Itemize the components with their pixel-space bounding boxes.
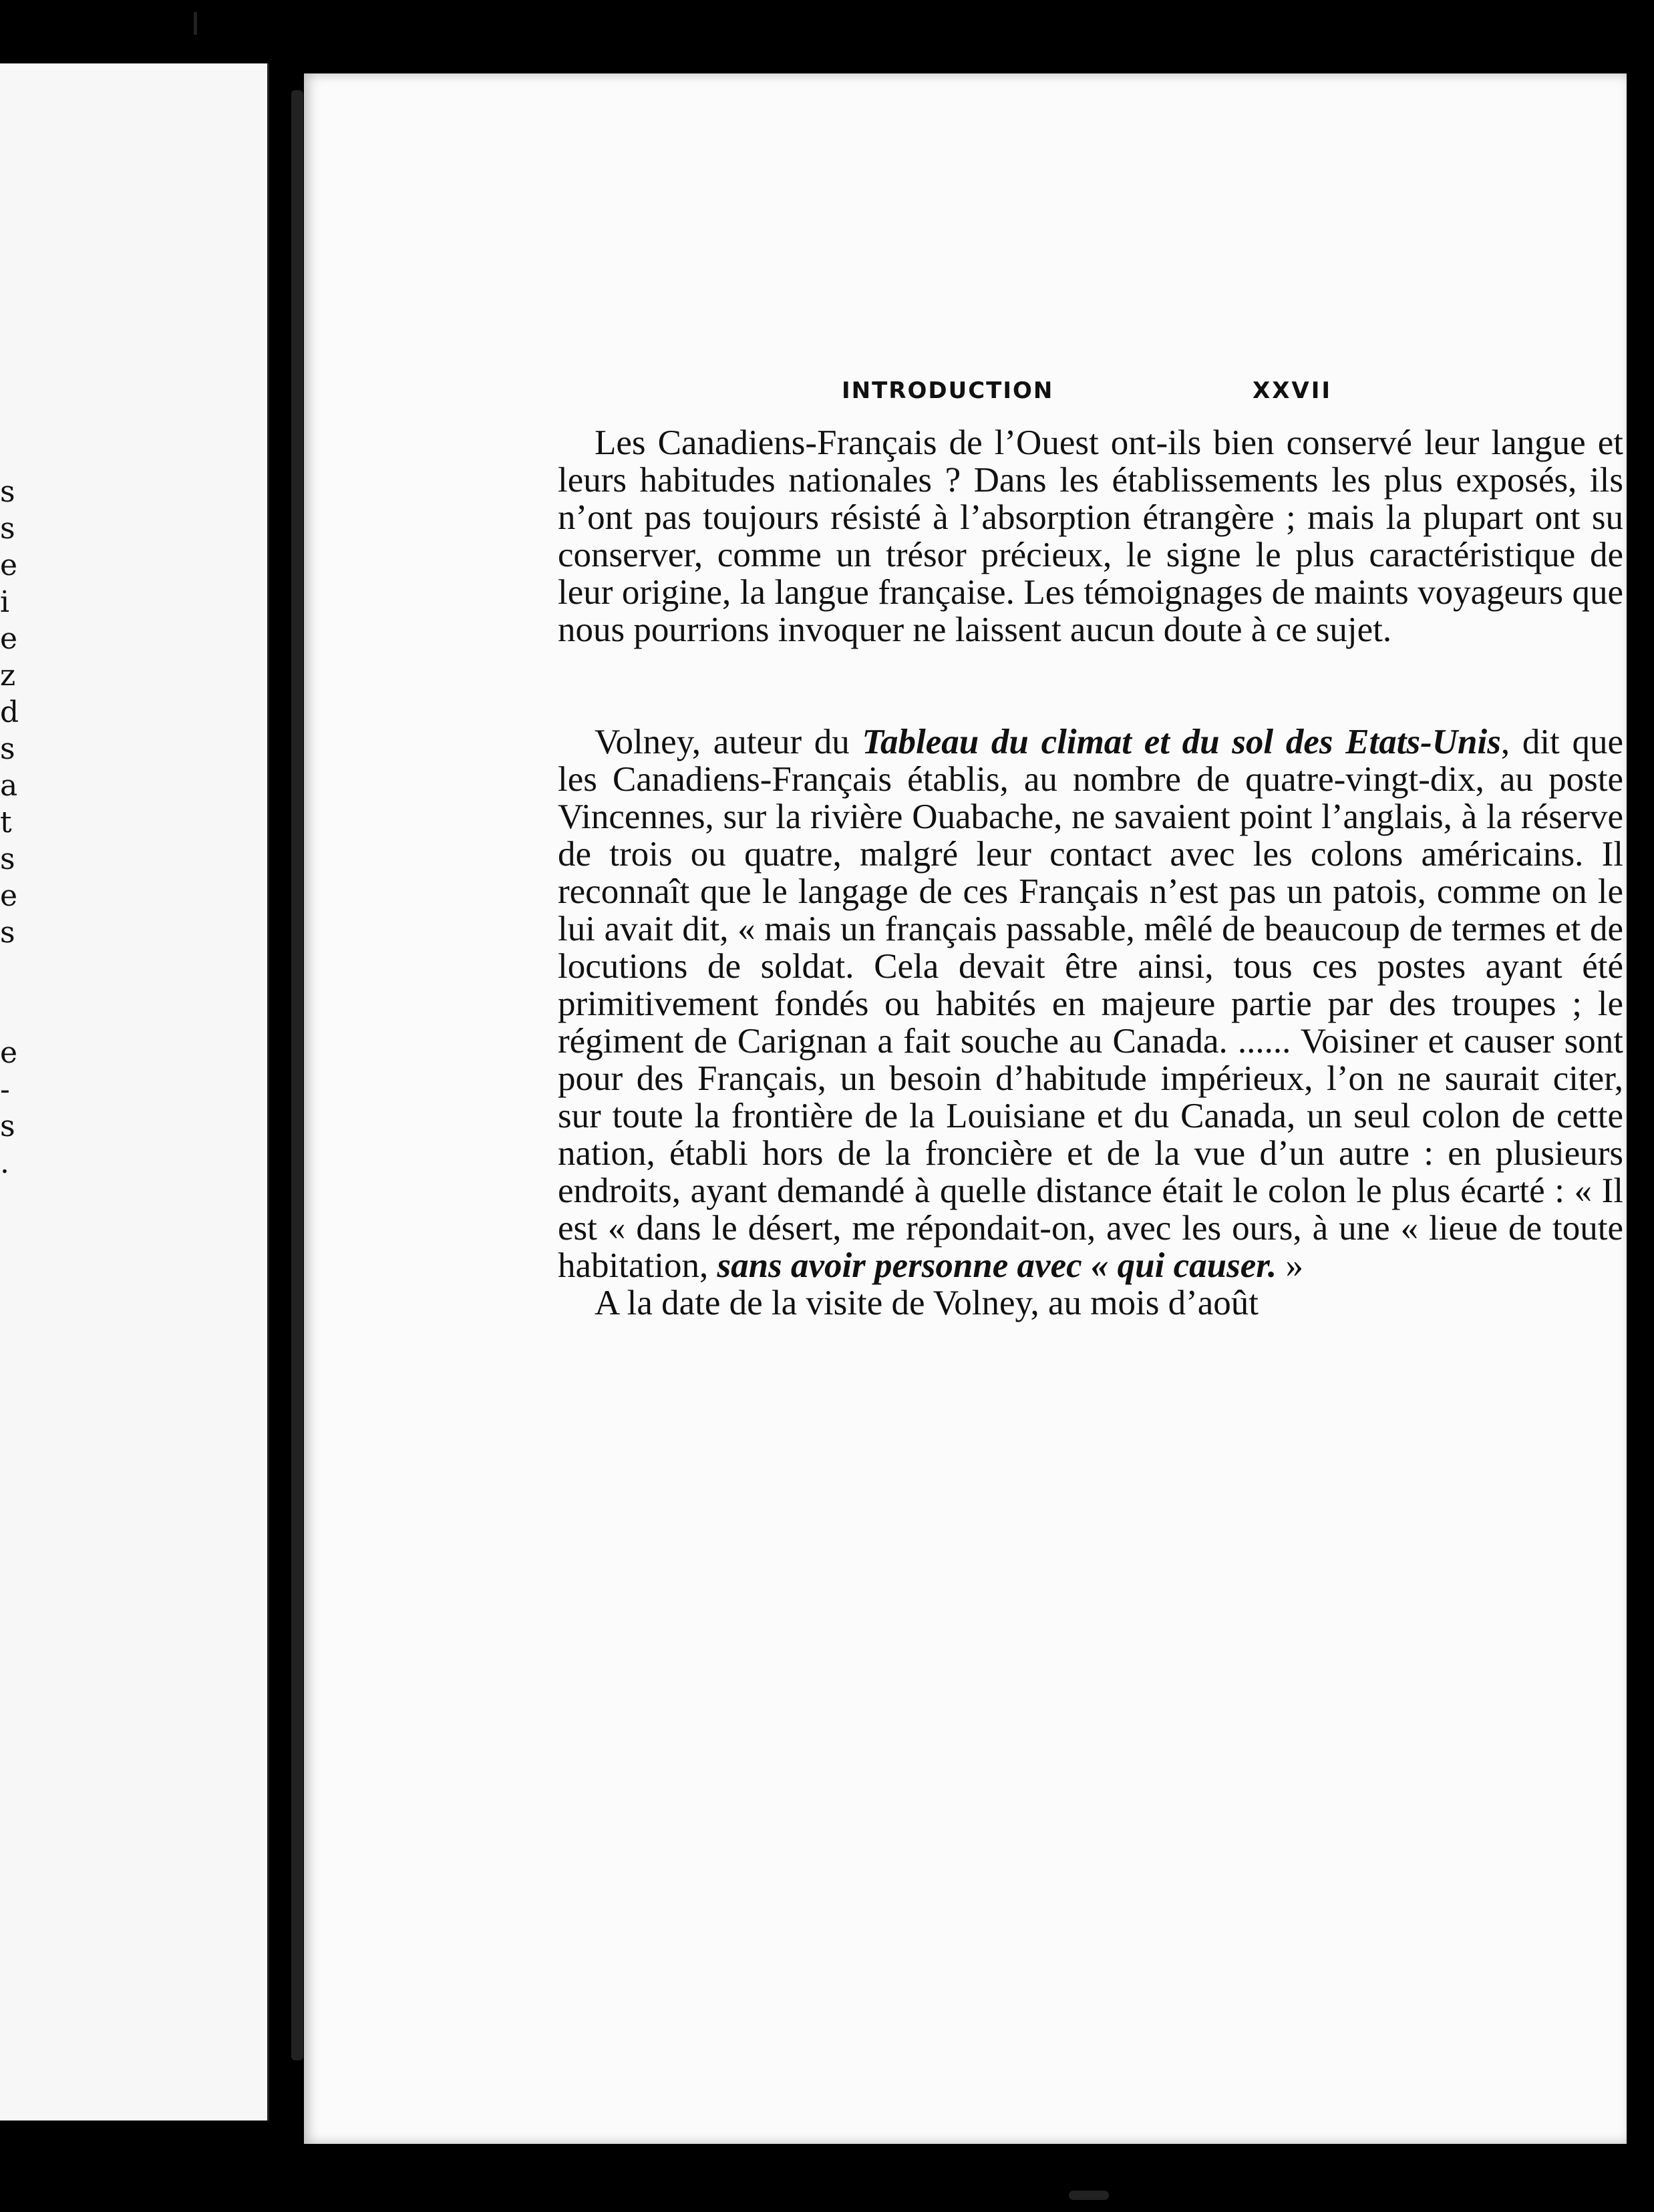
left-fragment: e xyxy=(0,622,18,656)
left-fragment: a xyxy=(0,769,18,803)
document-page xyxy=(304,73,1627,2144)
book-gutter xyxy=(291,90,303,2060)
paragraph-text: A la date de la visite de Volney, au mois d’août xyxy=(595,1284,1259,1322)
emphasis-text: sans avoir personne avec « qui causer. xyxy=(717,1246,1277,1285)
left-fragment: e xyxy=(0,548,18,582)
running-header xyxy=(304,377,1627,417)
body-text xyxy=(558,424,1623,1322)
left-fragment: e xyxy=(0,879,18,913)
left-fragment: d xyxy=(0,695,19,729)
paragraph-text: Volney, auteur du xyxy=(595,723,862,761)
left-fragment: s xyxy=(0,916,15,950)
left-fragment: s xyxy=(0,842,15,876)
book-title: Tableau du climat et du sol des Etats-Unis xyxy=(862,723,1501,761)
scan-artifact xyxy=(194,12,197,35)
left-fragment: - xyxy=(0,1073,10,1107)
left-fragment: z xyxy=(0,659,16,693)
closing-quote: » xyxy=(1277,1246,1303,1285)
scan-artifact xyxy=(1069,2191,1109,2200)
paragraph xyxy=(558,723,1623,1284)
left-page-edge xyxy=(0,63,269,2121)
left-fragment: e xyxy=(0,1036,18,1070)
left-fragment: t xyxy=(0,805,12,840)
left-fragment: . xyxy=(0,1146,9,1180)
paragraph xyxy=(558,424,1623,649)
paragraph xyxy=(558,1284,1623,1322)
running-title: INTRODUCTION xyxy=(842,377,1054,404)
left-fragment: s xyxy=(0,732,15,766)
paragraph-text: Les Canadiens-Français de l’Ouest ont-ils bien conservé leur langue et leurs habitudes nationales ? Dans les établissements les plus exposés, ils n’ont pas toujours résisté à l’absorption étrangère ; mais la plupart ont su conserver, comme un trésor précieux, le signe le plus caractéristique de leur origine, la langue française. Les témoignages de maints voyageurs que nous pourrions invoquer ne laissent aucun doute à ce sujet. xyxy=(558,423,1623,649)
left-fragment: s xyxy=(0,475,15,509)
paragraph-text: , dit que les Canadiens-Français établis, au nombre de quatre-vingt-dix, au poste Vincennes, sur la rivière Ouabache, ne savaient point l’anglais, à la réserve de trois ou quatre, malgré leur contact avec les colons américains. Il reconnaît que le langage de ces Français n’est pas un patois, comme on le lui avait dit, « mais un français passable, mêlé de beaucoup de termes et de locutions de soldat. Cela devait être ainsi, tous ces postes ayant été primitivement fondés ou habités en majeure partie par des troupes ; le régiment de Carignan a fait souche au Canada. ...... Voisiner et causer sont pour des Français, un besoin d’habitude impérieux, l’on ne saurait citer, sur toute la frontière de la Louisiane et du Canada, un seul colon de cette nation, établi hors de la froncière et de la vue d’un autre : en plusieurs endroits, ayant demandé à quelle distance était le colon le plus écarté : « Il est « dans le désert, me répondait-on, avec les ours, à une « lieue de toute habitation, xyxy=(558,723,1623,1285)
left-fragment: s xyxy=(0,512,15,546)
page-number: XXVII xyxy=(1253,377,1333,404)
left-fragment: i xyxy=(0,585,10,619)
left-fragment: s xyxy=(0,1109,15,1143)
